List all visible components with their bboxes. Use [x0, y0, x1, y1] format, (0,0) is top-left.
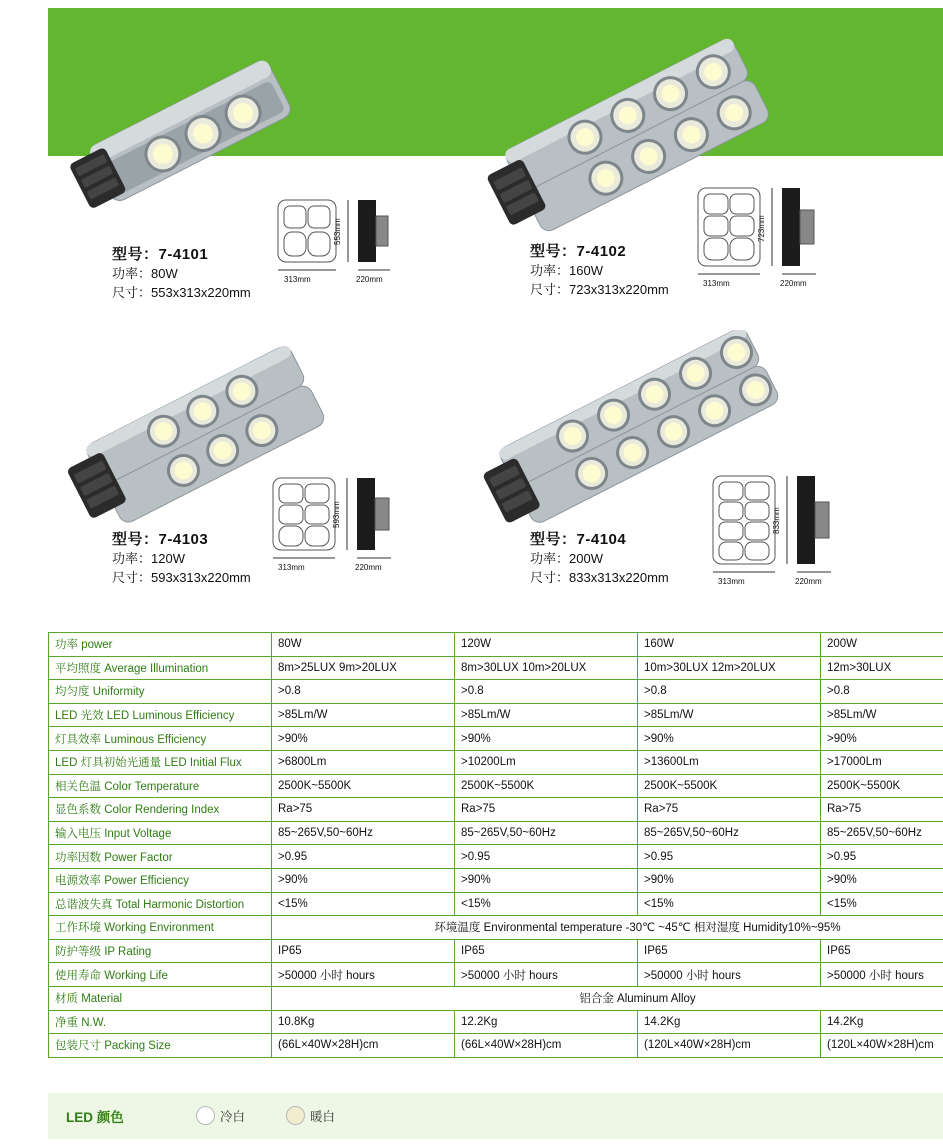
product-caption-4: [530, 530, 669, 587]
row-value: >85Lm/W: [272, 703, 455, 727]
table-row: [49, 821, 943, 845]
row-value: <15%: [455, 892, 638, 916]
color-swatch-warm-white[interactable]: [286, 1106, 305, 1125]
product-caption-2: [530, 242, 669, 299]
table-row: [49, 845, 943, 869]
row-value: >90%: [455, 868, 638, 892]
product-card-4: [480, 330, 920, 610]
row-value: >90%: [638, 868, 821, 892]
row-value: IP65: [455, 939, 638, 963]
row-value: >50000 小时 hours: [638, 963, 821, 987]
row-value: 12.2Kg: [455, 1010, 638, 1034]
led-color-bar: [48, 1093, 943, 1139]
row-merged-value: 环境温度 Environmental temperature -30℃ ~45℃ 相对湿度 Humidity10%~95%: [272, 916, 943, 940]
row-value: 200W: [821, 633, 943, 657]
power-value-3: 120W: [151, 551, 185, 566]
table-row: [49, 680, 943, 704]
row-value: >0.95: [272, 845, 455, 869]
row-value: >17000Lm: [821, 750, 943, 774]
row-value: >50000 小时 hours: [272, 963, 455, 987]
table-row: [49, 1034, 943, 1058]
model-label-1: 型号：: [112, 246, 159, 263]
row-value: 14.2Kg: [821, 1010, 943, 1034]
row-value: >85Lm/W: [455, 703, 638, 727]
row-label: 净重 N.W.: [49, 1010, 272, 1034]
dim-height-4: 833mm: [772, 507, 781, 534]
color-label-cool-white: 冷白: [220, 1110, 246, 1124]
row-value: <15%: [638, 892, 821, 916]
row-label: 输入电压 Input Voltage: [49, 821, 272, 845]
table-row: [49, 633, 943, 657]
row-value: 80W: [272, 633, 455, 657]
row-value: 8m>30LUX 10m>20LUX: [455, 656, 638, 680]
row-value: >0.8: [272, 680, 455, 704]
row-value: >90%: [821, 868, 943, 892]
row-label: 灯具效率 Luminous Efficiency: [49, 727, 272, 751]
power-label-2: 功率：: [530, 263, 570, 278]
dim-width-2: 313mm: [703, 279, 730, 288]
row-value: >0.95: [821, 845, 943, 869]
product-card-1: [60, 30, 480, 310]
dim-depth-3: 220mm: [355, 563, 382, 572]
row-label: LED 光效 LED Luminous Efficiency: [49, 703, 272, 727]
row-value: >50000 小时 hours: [455, 963, 638, 987]
product-caption-3: [112, 530, 251, 587]
row-value: Ra>75: [638, 798, 821, 822]
row-merged-value: 铝合金 Aluminum Alloy: [272, 986, 943, 1010]
row-value: 2500K~5500K: [821, 774, 943, 798]
row-value: >0.8: [455, 680, 638, 704]
row-value: >13600Lm: [638, 750, 821, 774]
row-value: 85~265V,50~60Hz: [272, 821, 455, 845]
power-label-4: 功率：: [530, 551, 570, 566]
table-row: [49, 1010, 943, 1034]
table-row: [49, 868, 943, 892]
row-value: 85~265V,50~60Hz: [638, 821, 821, 845]
row-value: >90%: [455, 727, 638, 751]
size-value-4: 833x313x220mm: [569, 570, 669, 585]
row-value: 2500K~5500K: [638, 774, 821, 798]
row-label: 电源效率 Power Efficiency: [49, 868, 272, 892]
table-row: [49, 798, 943, 822]
model-label-4: 型号：: [530, 531, 577, 548]
row-value: IP65: [638, 939, 821, 963]
product-caption-1: [112, 245, 251, 302]
dim-depth-2: 220mm: [780, 279, 807, 288]
row-value: (120L×40W×28H)cm: [638, 1034, 821, 1058]
row-value: 8m>25LUX 9m>20LUX: [272, 656, 455, 680]
dim-height-2: 723mm: [757, 215, 766, 242]
product-card-3: [60, 330, 480, 610]
row-value: Ra>75: [272, 798, 455, 822]
row-value: 10.8Kg: [272, 1010, 455, 1034]
product-card-2: [480, 30, 920, 310]
row-value: Ra>75: [821, 798, 943, 822]
dim-height-1: 553mm: [333, 218, 342, 245]
dim-width-3: 313mm: [278, 563, 305, 572]
color-swatch-cool-white[interactable]: [196, 1106, 215, 1125]
row-value: 85~265V,50~60Hz: [455, 821, 638, 845]
row-value: >90%: [638, 727, 821, 751]
row-value: >85Lm/W: [821, 703, 943, 727]
power-value-2: 160W: [569, 263, 603, 278]
row-value: >0.95: [638, 845, 821, 869]
model-value-4: 7-4104: [576, 531, 627, 548]
row-value: Ra>75: [455, 798, 638, 822]
row-value: 160W: [638, 633, 821, 657]
power-label-3: 功率：: [112, 551, 152, 566]
table-row: [49, 986, 943, 1010]
dim-width-4: 313mm: [718, 577, 745, 586]
row-value: <15%: [272, 892, 455, 916]
row-value: (120L×40W×28H)cm: [821, 1034, 943, 1058]
dim-height-3: 593mm: [332, 501, 341, 528]
row-value: 12m>30LUX: [821, 656, 943, 680]
row-value: 85~265V,50~60Hz: [821, 821, 943, 845]
row-value: >90%: [821, 727, 943, 751]
table-row: [49, 939, 943, 963]
table-row: [49, 750, 943, 774]
dimension-drawing-1: [270, 190, 430, 320]
table-row: [49, 963, 943, 987]
row-value: <15%: [821, 892, 943, 916]
row-value: IP65: [821, 939, 943, 963]
row-label: 防护等级 IP Rating: [49, 939, 272, 963]
size-label-1: 尺寸：: [112, 285, 152, 300]
dimension-drawing-2: [690, 180, 860, 320]
row-value: >90%: [272, 727, 455, 751]
table-row: [49, 656, 943, 680]
row-value: >50000 小时 hours: [821, 963, 943, 987]
table-row: [49, 727, 943, 751]
row-value: >0.8: [821, 680, 943, 704]
row-value: 14.2Kg: [638, 1010, 821, 1034]
table-row: [49, 916, 943, 940]
model-label-2: 型号：: [530, 243, 577, 260]
table-row: [49, 774, 943, 798]
row-label: 平均照度 Average Illumination: [49, 656, 272, 680]
dim-width-1: 313mm: [284, 275, 311, 284]
color-label-warm-white: 暖白: [310, 1110, 336, 1124]
dimension-drawing-4: [705, 470, 885, 615]
row-value: >0.95: [455, 845, 638, 869]
row-value: 2500K~5500K: [272, 774, 455, 798]
row-value: 120W: [455, 633, 638, 657]
size-label-4: 尺寸：: [530, 570, 570, 585]
row-label: 包装尺寸 Packing Size: [49, 1034, 272, 1058]
dim-depth-4: 220mm: [795, 577, 822, 586]
table-row: [49, 892, 943, 916]
table-row: [49, 703, 943, 727]
power-value-1: 80W: [151, 266, 178, 281]
model-label-3: 型号：: [112, 531, 159, 548]
model-value-2: 7-4102: [576, 243, 627, 260]
size-value-2: 723x313x220mm: [569, 282, 669, 297]
row-label: 材质 Material: [49, 986, 272, 1010]
row-label: 工作环境 Working Environment: [49, 916, 272, 940]
row-label: 相关色温 Color Temperature: [49, 774, 272, 798]
dimension-drawing-3: [265, 470, 435, 610]
row-value: >10200Lm: [455, 750, 638, 774]
row-value: >6800Lm: [272, 750, 455, 774]
row-label: 功率因数 Power Factor: [49, 845, 272, 869]
row-label: 使用寿命 Working Life: [49, 963, 272, 987]
model-value-1: 7-4101: [158, 246, 209, 263]
row-label: 总谐波失真 Total Harmonic Distortion: [49, 892, 272, 916]
row-value: 10m>30LUX 12m>20LUX: [638, 656, 821, 680]
led-color-title: LED 颜色: [66, 1110, 124, 1125]
row-value: IP65: [272, 939, 455, 963]
row-value: >0.8: [638, 680, 821, 704]
size-label-2: 尺寸：: [530, 282, 570, 297]
size-value-1: 553x313x220mm: [151, 285, 251, 300]
row-label: LED 灯具初始光通量 LED Initial Flux: [49, 750, 272, 774]
specification-table: [48, 632, 943, 1058]
size-value-3: 593x313x220mm: [151, 570, 251, 585]
row-value: >85Lm/W: [638, 703, 821, 727]
row-value: (66L×40W×28H)cm: [455, 1034, 638, 1058]
row-value: 2500K~5500K: [455, 774, 638, 798]
row-label: 功率 power: [49, 633, 272, 657]
row-value: (66L×40W×28H)cm: [272, 1034, 455, 1058]
model-value-3: 7-4103: [158, 531, 209, 548]
row-label: 显色系数 Color Rendering Index: [49, 798, 272, 822]
row-label: 均匀度 Uniformity: [49, 680, 272, 704]
power-label-1: 功率：: [112, 266, 152, 281]
size-label-3: 尺寸：: [112, 570, 152, 585]
power-value-4: 200W: [569, 551, 603, 566]
row-value: >90%: [272, 868, 455, 892]
dim-depth-1: 220mm: [356, 275, 383, 284]
